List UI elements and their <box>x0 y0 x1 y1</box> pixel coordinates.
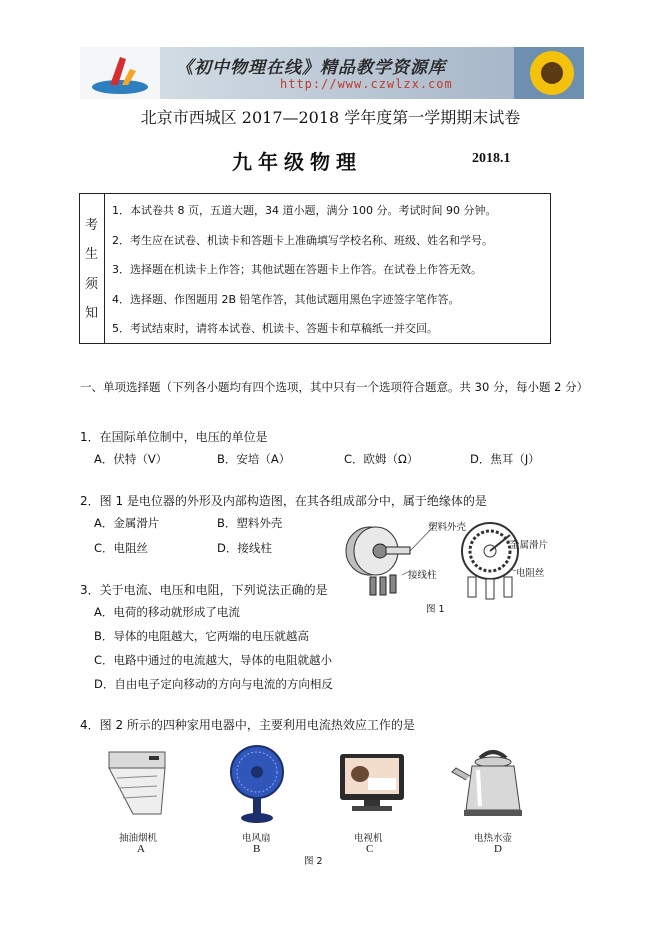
document-title: 北京市西城区 2017—2018 学年度第一学期期末试卷 <box>140 108 521 127</box>
question-1-option-a: A．伏特（V） <box>94 452 168 466</box>
range-hood-image <box>103 748 175 820</box>
question-1-option-d: D．焦耳（J） <box>470 452 540 466</box>
question-2-option-a: A．金属滑片 <box>94 516 160 530</box>
banner-title: 《初中物理在线》精品教学资源库 <box>176 58 446 78</box>
notice-item: 2．考生应在试卷、机读卡和答题卡上准确填写学校名称、班级、姓名和学号。 <box>112 234 493 247</box>
appliance-a-name: 抽油烟机 <box>119 833 158 844</box>
appliance-c-name: 电视机 <box>354 833 383 844</box>
question-3-option-d: D．自由电子定向移动的方向与电流的方向相反 <box>94 677 333 691</box>
fig1-label-resistance-wire: 电阻丝 <box>516 568 545 579</box>
question-1-option-c: C．欧姆（Ω） <box>344 452 419 466</box>
appliance-c-letter: C <box>366 843 374 855</box>
appliance-b-name: 电风扇 <box>242 833 271 844</box>
banner-url[interactable]: http://www.czwlzx.com <box>280 77 453 91</box>
question-2-option-c: C．电阻丝 <box>94 541 149 555</box>
television-image <box>338 752 406 814</box>
fig1-label-terminal: 接线柱 <box>408 570 437 581</box>
notice-label-char: 知 <box>85 306 99 321</box>
appliance-d-letter: D <box>494 843 502 855</box>
appliance-d-name: 电热水壶 <box>474 833 513 844</box>
figure-2-caption: 图 2 <box>304 856 323 867</box>
section-heading: 一、单项选择题（下列各小题均有四个选项，其中只有一个选项符合题意。共 30 分，每小题 2 分） <box>80 380 589 394</box>
notice-label <box>80 194 105 343</box>
exam-date: 2018.1 <box>472 151 511 166</box>
notice-label-char: 须 <box>85 277 99 292</box>
figure-1-potentiometer <box>340 515 570 615</box>
notice-item: 5．考试结束时，请将本试卷、机读卡、答题卡和草稿纸一并交回。 <box>112 322 438 335</box>
notice-label-char: 生 <box>85 247 99 262</box>
notice-label-char: 考 <box>85 218 99 233</box>
site-logo <box>80 47 160 99</box>
question-3-option-a: A．电荷的移动就形成了电流 <box>94 605 240 619</box>
appliance-a-letter: A <box>137 843 145 855</box>
electric-fan-image <box>227 744 287 826</box>
fig1-label-metal-slider: 金属滑片 <box>510 540 549 551</box>
question-2-option-b: B．塑料外壳 <box>217 516 283 530</box>
question-2-stem: 2．图 1 是电位器的外形及内部构造图，在其各组成部分中，属于绝缘体的是 <box>80 494 487 508</box>
question-2-option-d: D．接线柱 <box>217 541 272 555</box>
exam-notice-box <box>79 193 551 344</box>
question-3-option-c: C．电路中通过的电流越大，导体的电阻就越小 <box>94 653 333 667</box>
subject-title: 九年级物理 <box>232 150 362 174</box>
question-1-stem: 1．在国际单位制中，电压的单位是 <box>80 430 268 444</box>
question-4-stem: 4．图 2 所示的四种家用电器中，主要利用电流热效应工作的是 <box>80 718 415 732</box>
notice-item: 1．本试卷共 8 页，五道大题，34 道小题，满分 100 分。考试时间 90 分钟。 <box>112 204 497 217</box>
question-1-option-b: B．安培（A） <box>217 452 291 466</box>
question-3-stem: 3．关于电流、电压和电阻，下列说法正确的是 <box>80 583 328 597</box>
notice-item: 4．选择题、作图题用 2B 铅笔作答，其他试题用黑色字迹签字笔作答。 <box>112 293 460 306</box>
sunflower-image <box>514 47 584 99</box>
header-banner <box>80 47 584 99</box>
appliance-b-letter: B <box>253 843 261 855</box>
question-3-option-b: B．导体的电阻越大，它两端的电压就越高 <box>94 629 309 643</box>
notice-item: 3．选择题在机读卡上作答；其他试题在答题卡上作答。在试卷上作答无效。 <box>112 263 482 276</box>
figure-1-caption: 图 1 <box>426 604 445 615</box>
electric-kettle-image <box>450 746 536 820</box>
fig1-label-plastic-shell: 塑料外壳 <box>428 522 467 533</box>
